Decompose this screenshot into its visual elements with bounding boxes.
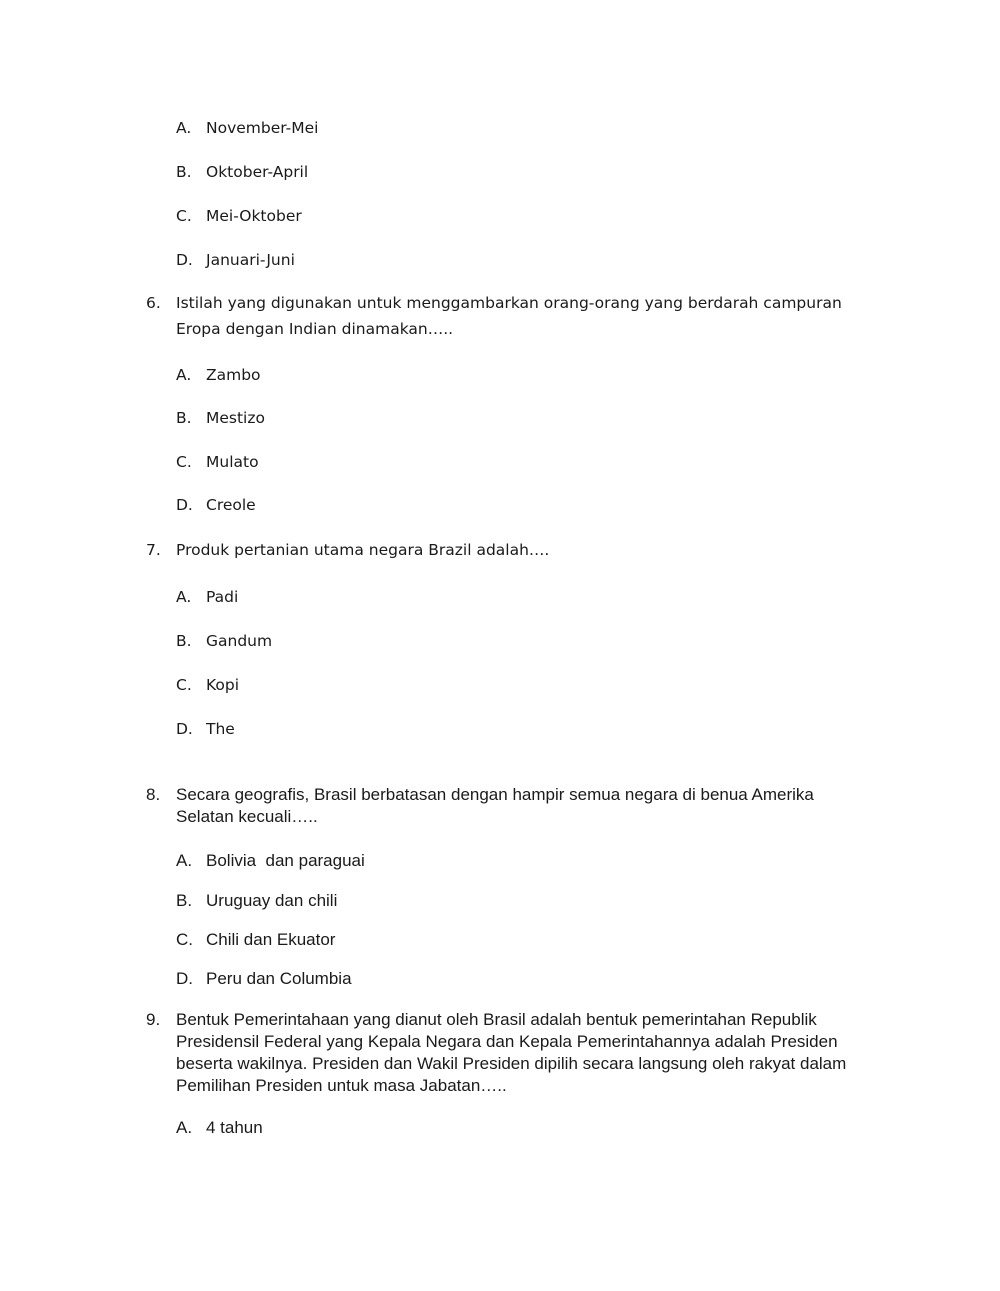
question-9 (146, 1009, 866, 1097)
option-text: Gandum (206, 632, 273, 650)
q8-option-b[interactable] (176, 891, 337, 911)
question-7 (146, 537, 866, 563)
question-text: Produk pertanian utama negara Brazil adalah…. (176, 541, 550, 559)
option-text: Januari-Juni (206, 251, 295, 269)
option-text: Oktober-April (206, 163, 309, 181)
q5-option-b[interactable] (176, 162, 308, 182)
option-text: Bolivia dan paraguai (206, 851, 365, 870)
q6-option-c[interactable] (176, 452, 259, 472)
question-8 (146, 784, 866, 828)
q6-option-b[interactable] (176, 408, 265, 428)
question-text: Bentuk Pemerintahaan yang dianut oleh Brasil adalah bentuk pemerintahan Republik Presidensil Federal yang Kepala Negara dan Kepala Pemerintahannya adalah Presiden beserta wakilnya. Presiden dan Wakil Presiden dipilih secara langsung oleh rakyat dalam Pemilihan Presiden untuk masa Jabatan….. (176, 1010, 847, 1095)
question-number: 9. (146, 1010, 161, 1029)
option-letter: A. (176, 366, 192, 384)
option-letter: D. (176, 496, 193, 514)
option-letter: A. (176, 119, 192, 137)
question-number: 6. (146, 294, 161, 312)
option-text: November-Mei (206, 119, 319, 137)
option-letter: A. (176, 851, 193, 870)
option-letter: B. (176, 163, 192, 181)
question-text: Istilah yang digunakan untuk menggambarkan orang-orang yang berdarah campuran Eropa dengan Indian dinamakan….. (176, 294, 842, 338)
option-letter: D. (176, 969, 193, 988)
question-text: Secara geografis, Brasil berbatasan dengan hampir semua negara di benua Amerika Selatan kecuali….. (176, 785, 814, 826)
q7-option-a[interactable] (176, 587, 238, 607)
option-text: Peru dan Columbia (206, 969, 352, 988)
option-letter: C. (176, 453, 192, 471)
question-6 (146, 290, 866, 342)
q7-option-d[interactable] (176, 719, 235, 739)
option-text: Padi (206, 588, 239, 606)
option-text: Mei-Oktober (206, 207, 302, 225)
q9-option-a[interactable] (176, 1118, 263, 1138)
q6-option-d[interactable] (176, 495, 256, 515)
q5-option-d[interactable] (176, 250, 295, 270)
question-number: 7. (146, 541, 161, 559)
option-text: Zambo (206, 366, 261, 384)
q5-option-c[interactable] (176, 206, 302, 226)
option-letter: C. (176, 207, 192, 225)
option-letter: D. (176, 251, 193, 269)
option-text: Uruguay dan chili (206, 891, 338, 910)
option-letter: B. (176, 891, 193, 910)
q8-option-a[interactable] (176, 851, 365, 871)
q7-option-c[interactable] (176, 675, 239, 695)
option-text: Kopi (206, 676, 240, 694)
option-letter: A. (176, 1118, 193, 1137)
option-letter: D. (176, 720, 193, 738)
q6-option-a[interactable] (176, 365, 261, 385)
option-text: Mestizo (206, 409, 265, 427)
option-text: 4 tahun (206, 1118, 263, 1137)
question-number: 8. (146, 785, 161, 804)
option-letter: B. (176, 632, 192, 650)
option-letter: A. (176, 588, 192, 606)
q5-option-a[interactable] (176, 118, 318, 138)
option-letter: C. (176, 676, 192, 694)
option-text: Chili dan Ekuator (206, 930, 336, 949)
q8-option-d[interactable] (176, 969, 352, 989)
option-text: Mulato (206, 453, 259, 471)
q7-option-b[interactable] (176, 631, 272, 651)
option-letter: C. (176, 930, 193, 949)
option-text: The (206, 720, 235, 738)
option-letter: B. (176, 409, 192, 427)
option-text: Creole (206, 496, 256, 514)
q8-option-c[interactable] (176, 930, 335, 950)
